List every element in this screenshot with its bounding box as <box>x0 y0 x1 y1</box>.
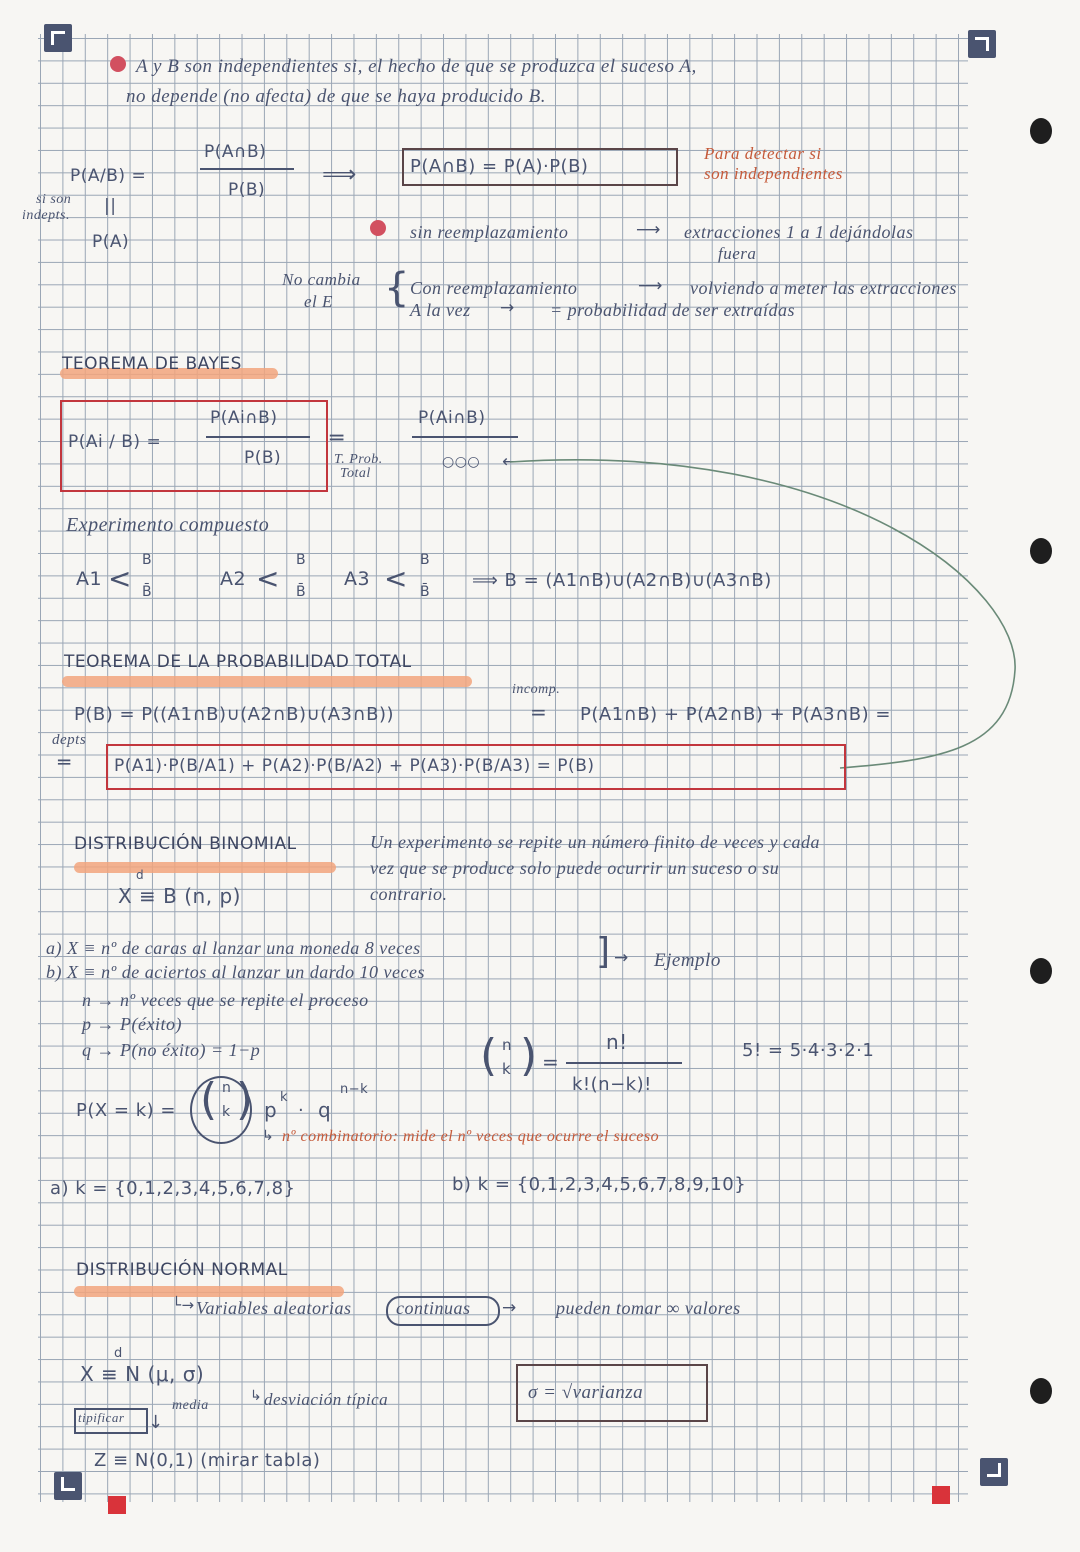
arrow-right-icon: → <box>502 1298 517 1318</box>
distribution-d: d <box>114 1346 123 1361</box>
independence-formula: P(A∩B) = P(A)·P(B) <box>410 156 589 177</box>
red-marker-icon <box>108 1496 126 1514</box>
bullet-star-icon <box>370 220 386 236</box>
sigma-formula: σ = √varianza <box>528 1382 644 1403</box>
no-change-2: el E <box>304 292 333 311</box>
without-desc-1: extracciones 1 a 1 dejándolas <box>684 222 914 242</box>
total-title: TEOREMA DE LA PROBABILIDAD TOTAL <box>64 652 412 672</box>
at-once: A la vez <box>410 300 471 320</box>
arrow-right-icon: ⟶ <box>636 220 661 240</box>
binder-hole-icon <box>1030 1378 1052 1404</box>
comb-note: nº combinatorio: mide el nº veces que ocurre el suceso <box>282 1128 660 1145</box>
paren-left: ( <box>480 1030 498 1081</box>
bayes-denominator: P(B) <box>244 448 282 468</box>
conditional-numerator: P(A∩B) <box>204 142 267 162</box>
branch-b: B <box>420 552 431 568</box>
normal-notation: X ≡ N (μ, σ) <box>80 1362 205 1386</box>
equals-sign: ═ <box>330 426 344 451</box>
arrow-down-icon: ↓ <box>148 1412 164 1433</box>
branch-bbar: B̄ <box>296 584 307 600</box>
arrow-left-icon: ← <box>502 452 517 472</box>
paren-left: ( <box>200 1074 218 1125</box>
corner-bottom-left-icon <box>54 1472 82 1500</box>
conditional-lhs: P(A/B) = <box>70 166 147 186</box>
intro-line-1: A y B son independientes si, el hecho de que se produzca el suceso A, <box>136 56 697 77</box>
continuas-label: continuas <box>396 1298 471 1318</box>
equals-sign: = <box>542 1050 560 1074</box>
corner-top-right-icon <box>968 30 996 58</box>
pmf-p: p <box>264 1098 278 1122</box>
arrow-right-icon: ⟶ <box>638 276 663 296</box>
without-replacement: sin reemplazamiento <box>410 222 569 242</box>
fraction-bar <box>566 1062 682 1064</box>
branch-a1: A1 <box>76 568 103 590</box>
highlight-bar <box>74 1286 344 1297</box>
depts-label: depts <box>52 732 87 748</box>
factorial-example: 5! = 5·4·3·2·1 <box>742 1040 875 1061</box>
arrow-right-icon: ↳ <box>250 1388 263 1404</box>
fraction-bar <box>412 436 518 438</box>
binomial-desc-3: contrario. <box>370 884 448 904</box>
side-note-2: indepts. <box>22 208 70 223</box>
comb-k: k <box>502 1060 512 1078</box>
comb-numerator: n! <box>606 1030 628 1054</box>
fraction-bar <box>200 168 294 170</box>
normal-desc-pre: Variables aleatorias <box>196 1298 352 1318</box>
pmf-lhs: P(X = k) = <box>76 1100 176 1121</box>
n-definition: n → nº veces que se repite el proceso <box>82 990 369 1010</box>
tipificar-label: tipificar <box>78 1410 125 1425</box>
binomial-desc-2: vez que se produce solo puede ocurrir un suceso o su <box>370 858 780 878</box>
fraction-bar <box>206 436 310 438</box>
binder-hole-icon <box>1030 958 1052 984</box>
equals-sign: ═ <box>58 750 71 774</box>
branch-a3: A3 <box>344 568 371 590</box>
pmf-q: q <box>318 1098 332 1122</box>
binomial-title: DISTRIBUCIÓN BINOMIAL <box>74 834 297 854</box>
with-replacement: Con reemplazamiento <box>410 278 578 298</box>
comb-k: k <box>222 1104 231 1120</box>
bayes-numerator: P(Ai∩B) <box>210 408 278 428</box>
corner-bottom-right-icon <box>980 1458 1008 1486</box>
conditional-denominator: P(B) <box>228 180 266 200</box>
page-left-margin <box>0 0 38 1552</box>
comb-n: n <box>502 1036 513 1054</box>
paren-right: ) <box>236 1074 254 1125</box>
normal-title: DISTRIBUCIÓN NORMAL <box>76 1260 288 1280</box>
with-desc: volviendo a meter las extracciones <box>690 278 957 298</box>
binder-hole-icon <box>1030 118 1052 144</box>
intro-line-2: no depende (no afecta) de que se haya producido B. <box>126 86 547 107</box>
arrow-right-icon: → <box>614 948 629 968</box>
branch-icon: < <box>108 562 132 595</box>
branch-a2: A2 <box>220 568 247 590</box>
equals-sign: = <box>530 700 548 724</box>
pmf-q-exp: n−k <box>340 1082 369 1097</box>
p-definition: p → P(éxito) <box>82 1014 182 1034</box>
detect-note-1: Para detectar si <box>704 144 822 163</box>
media-label: media <box>172 1398 209 1413</box>
ejemplo-label: Ejemplo <box>654 950 721 971</box>
set-a: a) k = {0,1,2,3,4,5,6,7,8} <box>50 1178 296 1199</box>
tprob-label-1: T. Prob. <box>334 452 383 467</box>
comb-n: n <box>222 1080 232 1096</box>
arrow-right-icon: ↳ <box>262 1128 275 1144</box>
branch-b: B <box>142 552 153 568</box>
bayes-rhs-denominator: ○○○ <box>442 454 481 470</box>
total-formula: P(A1)·P(B/A1) + P(A2)·P(B/A2) + P(A3)·P(B/A3) = P(B) <box>114 756 595 776</box>
highlight-bar <box>62 676 472 687</box>
bayes-rhs-numerator: P(Ai∩B) <box>418 408 486 428</box>
arrow-right-icon: → <box>500 298 515 318</box>
dot-operator: · <box>298 1100 305 1121</box>
desviacion-label: desviación típica <box>264 1390 389 1409</box>
branch-icon: < <box>384 562 408 595</box>
bayes-lhs: P(Ai / B) = <box>68 432 162 452</box>
bayes-title: TEOREMA DE BAYES <box>62 354 242 374</box>
page-top-margin <box>0 0 1080 34</box>
set-b: b) k = {0,1,2,3,4,5,6,7,8,9,10} <box>452 1174 747 1195</box>
z-formula: Z ≡ N(0,1) (mirar tabla) <box>94 1450 321 1471</box>
side-note-1: si son <box>36 192 72 207</box>
total-line-1b: P(A1∩B) + P(A2∩B) + P(A3∩B) = <box>580 704 891 725</box>
arrow-right-icon: └→ <box>172 1296 195 1314</box>
highlight-bar <box>74 862 336 873</box>
compound-title: Experimento compuesto <box>66 514 270 536</box>
right-bracket: ] <box>596 931 611 972</box>
pa-label: P(A) <box>92 232 130 252</box>
red-marker-icon <box>932 1486 950 1504</box>
at-once-desc: = probabilidad de ser extraídas <box>550 300 795 320</box>
comb-denominator: k!(n−k)! <box>572 1074 652 1095</box>
binder-hole-icon <box>1030 538 1052 564</box>
binomial-notation: X ≡ B (n, p) <box>118 884 241 908</box>
implies-arrow: ⟹ <box>322 160 357 188</box>
bullet-star-icon <box>110 56 126 72</box>
without-desc-2: fuera <box>718 244 757 263</box>
tprob-label-2: Total <box>340 466 371 481</box>
total-line-1: P(B) = P((A1∩B)∪(A2∩B)∪(A3∩B)) <box>74 704 395 725</box>
branch-b: B <box>296 552 307 568</box>
equals-vertical: || <box>104 196 117 216</box>
incomp-label: incomp. <box>512 682 561 697</box>
branch-icon: < <box>256 562 280 595</box>
example-a: a) X ≡ nº de caras al lanzar una moneda 8 veces <box>46 938 421 958</box>
branch-bbar: B̄ <box>420 584 431 600</box>
left-brace: { <box>384 265 410 311</box>
paren-right: ) <box>520 1030 538 1081</box>
connector-curve <box>500 450 1030 780</box>
compound-result: ⟹ B = (A1∩B)∪(A2∩B)∪(A3∩B) <box>472 570 772 591</box>
q-definition: q → P(no éxito) = 1−p <box>82 1040 261 1060</box>
normal-desc-post: pueden tomar ∞ valores <box>556 1298 741 1318</box>
branch-bbar: B̄ <box>142 584 153 600</box>
page-bottom-margin <box>0 1502 1080 1552</box>
corner-top-left-icon <box>44 24 72 52</box>
distribution-d: d <box>136 868 145 882</box>
binomial-desc-1: Un experimento se repite un número finito de veces y cada <box>370 832 821 852</box>
detect-note-2: son independientes <box>704 164 843 183</box>
no-change-1: No cambia <box>282 270 361 289</box>
pmf-p-exp: k <box>280 1090 289 1105</box>
example-b: b) X ≡ nº de aciertos al lanzar un dardo 10 veces <box>46 962 426 982</box>
